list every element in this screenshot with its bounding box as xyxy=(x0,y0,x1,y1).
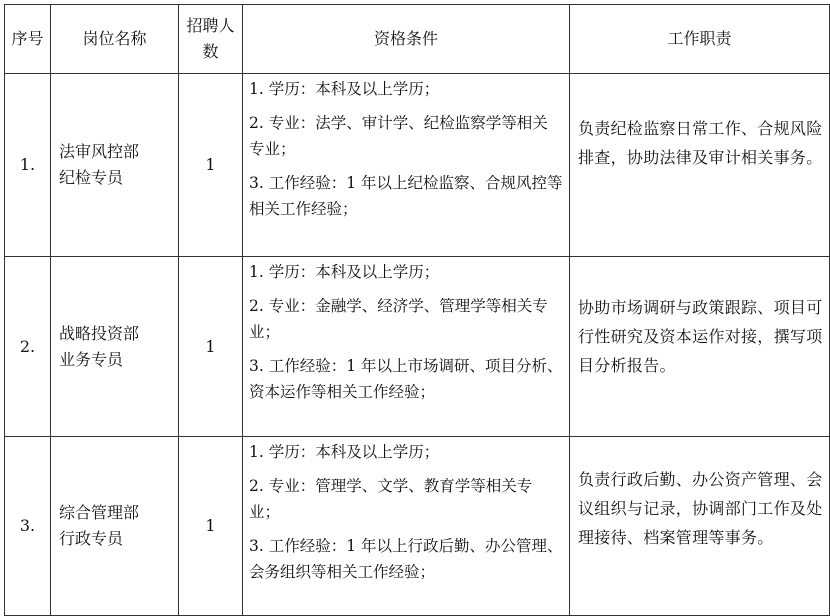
header-duties xyxy=(570,5,830,74)
requirements-cell xyxy=(243,74,570,257)
requirement-education: 1. 学历：本科及以上学历； xyxy=(249,263,440,281)
header-seq-label: 序号 xyxy=(11,29,44,48)
requirements-cell xyxy=(243,437,570,616)
duty-text: 协助市场调研与政策跟踪、项目可行性研究及资本运作对接，撰写项目分析报告。 xyxy=(578,298,823,375)
position-name-line2: 业务专员 xyxy=(59,349,124,369)
position-name-cell xyxy=(51,74,179,257)
position-name-line1: 法审风控部 xyxy=(59,142,140,161)
requirement-major: 2. 专业：管理学、文学、教育学等相关专业； xyxy=(249,477,533,521)
requirement-education: 1. 学历：本科及以上学历； xyxy=(249,80,440,98)
position-name-cell xyxy=(51,257,179,437)
table-row xyxy=(5,257,830,437)
table-row xyxy=(5,74,830,257)
header-name xyxy=(51,5,179,74)
header-duties-label: 工作职责 xyxy=(667,29,732,48)
table-row xyxy=(5,437,830,616)
duty-text: 负责行政后勤、办公资产管理、会议组织与记录，协调部门工作及处理接待、档案管理等事务。 xyxy=(578,470,823,547)
requirement-major: 2. 专业：法学、审计学、纪检监察学等相关专业； xyxy=(249,114,548,158)
count-cell: 1 xyxy=(179,257,243,437)
count-cell: 1 xyxy=(179,74,243,257)
header-name-label: 岗位名称 xyxy=(82,29,147,48)
header-seq xyxy=(5,5,51,74)
requirement-experience: 3. 工作经验：1 年以上行政后勤、办公管理、会务组织等相关工作经验； xyxy=(249,537,563,581)
position-name-line1: 战略投资部 xyxy=(59,323,140,343)
position-name-line2: 纪检专员 xyxy=(59,168,124,187)
seq-cell: 3. xyxy=(5,437,51,616)
position-name-line1: 综合管理部 xyxy=(59,503,140,522)
requirement-experience: 3. 工作经验：1 年以上纪检监察、合规风控等相关工作经验； xyxy=(249,174,563,218)
duty-text: 负责纪检监察日常工作、合规风险排查，协助法律及审计相关事务。 xyxy=(578,119,823,167)
duties-cell xyxy=(570,437,830,616)
count-cell: 1 xyxy=(179,437,243,616)
requirement-education: 1. 学历：本科及以上学历； xyxy=(249,443,440,461)
seq-cell: 1. xyxy=(5,74,51,257)
header-count xyxy=(179,5,243,74)
duties-cell xyxy=(570,257,830,437)
header-row xyxy=(5,5,830,74)
header-requirements xyxy=(243,5,570,74)
seq-cell: 2. xyxy=(5,257,51,437)
requirements-cell xyxy=(243,257,570,437)
header-requirements-label: 资格条件 xyxy=(373,29,438,48)
recruitment-table xyxy=(4,4,830,616)
position-name-cell xyxy=(51,437,179,616)
duties-cell xyxy=(570,74,830,257)
requirement-experience: 3. 工作经验：1 年以上市场调研、项目分析、资本运作等相关工作经验； xyxy=(249,357,563,401)
header-count-label: 招聘人数 xyxy=(186,16,235,61)
position-name-line2: 行政专员 xyxy=(59,529,124,548)
requirement-major: 2. 专业：金融学、经济学、管理学等相关专业； xyxy=(249,297,548,341)
